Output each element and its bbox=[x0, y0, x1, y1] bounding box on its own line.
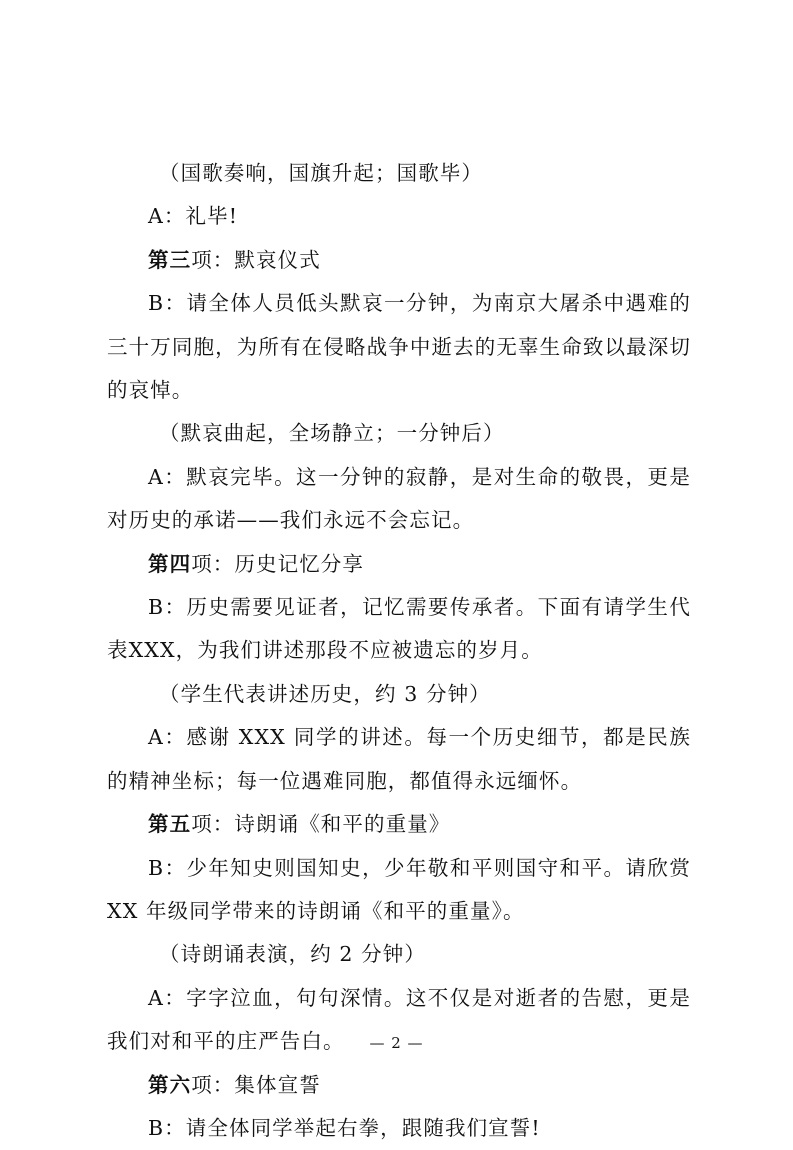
dialogue-line: B：请全体人员低头默哀一分钟，为南京大屠杀中遇难的三十万同胞，为所有在侵略战争中逝去的无辜生命致以最深切的哀悼。 bbox=[107, 291, 691, 403]
dialogue-line: A：字字泣血，句句深情。这不仅是对逝者的告慰，更是我们对和平的庄严告白。 bbox=[107, 985, 691, 1054]
section-heading bbox=[107, 803, 691, 846]
dialogue-line: A：礼毕! bbox=[148, 204, 239, 229]
section-heading-rest: 项：默哀仪式 bbox=[191, 247, 321, 272]
dialogue-line: A：感谢 XXX 同学的讲述。每一个历史细节，都是民族的精神坐标；每一位遇难同胞，都值得永远缅怀。 bbox=[107, 725, 691, 793]
document-body bbox=[107, 152, 691, 1150]
section-heading bbox=[107, 543, 691, 586]
stage-direction: （学生代表讲述历史，约 3 分钟） bbox=[159, 681, 491, 706]
page-number: — 2 — bbox=[369, 1034, 424, 1052]
section-heading-lead: 第五 bbox=[148, 812, 192, 837]
section-heading-lead: 第六 bbox=[148, 1072, 192, 1097]
stage-direction: （国歌奏响，国旗升起；国歌毕） bbox=[159, 161, 483, 185]
section-heading-rest: 项：诗朗诵《和平的重量》 bbox=[191, 812, 451, 837]
section-heading-lead: 第三 bbox=[148, 247, 192, 272]
section-heading-lead: 第四 bbox=[148, 551, 192, 576]
dialogue-line: B：少年知史则国知史，少年敬和平则国守和平。请欣赏XX 年级同学带来的诗朗诵《和平的重量》。 bbox=[107, 855, 691, 923]
section-heading bbox=[107, 1064, 691, 1107]
section-heading-rest: 项：集体宣誓 bbox=[191, 1072, 321, 1097]
stage-direction: （诗朗诵表演，约 2 分钟） bbox=[159, 942, 426, 967]
dialogue-line: B：请全体同学举起右拳，跟随我们宣誓! bbox=[148, 1115, 541, 1140]
dialogue-line: B：历史需要见证者，记忆需要传承者。下面有请学生代表XXX，为我们讲述那段不应被遗忘的岁月。 bbox=[107, 595, 691, 663]
dialogue-line: A：默哀完毕。这一分钟的寂静，是对生命的敬畏，更是对历史的承诺——我们永远不会忘记。 bbox=[107, 464, 691, 533]
section-heading-rest: 项：历史记忆分享 bbox=[191, 551, 365, 576]
section-heading bbox=[107, 239, 691, 282]
stage-direction: （默哀曲起，全场静立；一分钟后） bbox=[159, 421, 505, 446]
